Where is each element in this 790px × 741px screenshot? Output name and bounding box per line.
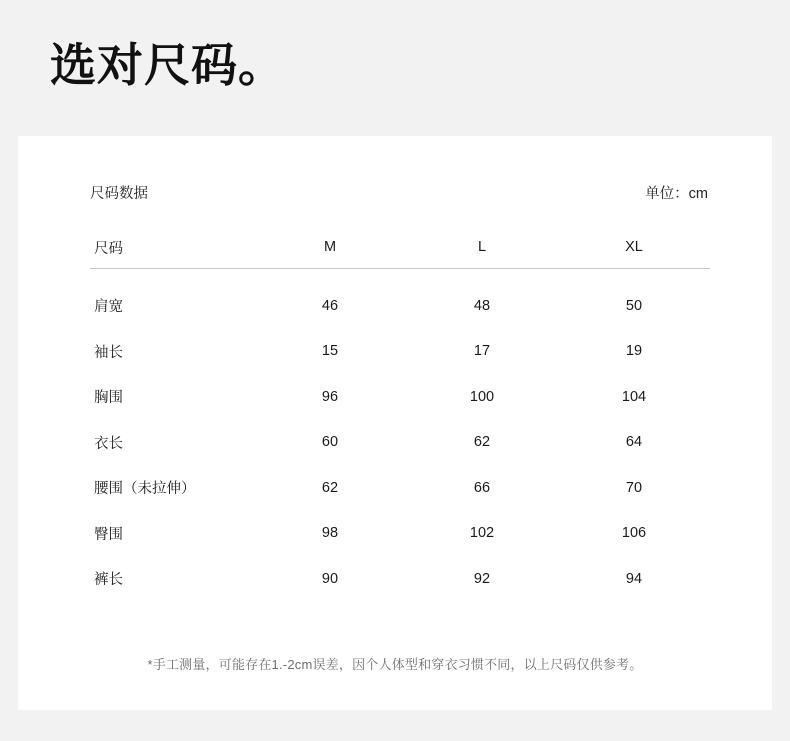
cell-xl: 50 — [625, 297, 643, 314]
cell-m: 15 — [321, 343, 339, 360]
table-row — [90, 374, 710, 420]
cell-xl: 19 — [625, 343, 643, 360]
size-table-card — [18, 136, 772, 710]
cell-xl: 64 — [625, 434, 643, 451]
page-title: 选对尺码。 — [50, 39, 285, 91]
cell-l: 62 — [473, 434, 491, 451]
table-row — [90, 465, 710, 511]
size-table — [90, 226, 710, 602]
cell-xl: 104 — [621, 388, 647, 405]
cell-l: 48 — [473, 297, 491, 314]
cell-l: 66 — [473, 479, 491, 496]
cell-m: 96 — [321, 388, 339, 405]
table-row — [90, 556, 710, 602]
column-header-xl: XL — [558, 226, 710, 269]
table-row — [90, 329, 710, 375]
cell-m: 46 — [321, 297, 339, 314]
column-header-m: M — [254, 226, 406, 269]
measurement-disclaimer: *手工测量，可能存在1.-2cm误差，因个人体型和穿衣习惯不同，以上尺码仅供参考。 — [147, 657, 643, 672]
cell-xl: 94 — [625, 570, 643, 587]
table-body — [90, 269, 710, 602]
cell-l: 100 — [469, 388, 495, 405]
cell-m: 60 — [321, 434, 339, 451]
cell-l: 92 — [473, 570, 491, 587]
table-header — [90, 226, 710, 269]
cell-l: 17 — [473, 343, 491, 360]
cell-l: 102 — [469, 525, 495, 542]
row-label: 衣长 — [94, 435, 123, 452]
table-row — [90, 420, 710, 466]
row-label: 袖长 — [94, 344, 123, 361]
row-label: 裤长 — [94, 572, 123, 589]
row-label: 肩宽 — [94, 299, 123, 316]
row-label: 胸围 — [94, 390, 123, 407]
cell-m: 62 — [321, 479, 339, 496]
cell-xl: 70 — [625, 479, 643, 496]
cell-m: 90 — [321, 570, 339, 587]
section-title: 尺码数据 — [90, 186, 148, 202]
table-row — [90, 269, 710, 329]
table-header-row — [90, 226, 710, 269]
table-row — [90, 511, 710, 557]
row-label: 臀围 — [94, 526, 123, 543]
unit-label: 单位：cm — [645, 186, 708, 202]
column-header-l: L — [406, 226, 558, 269]
cell-xl: 106 — [621, 525, 647, 542]
row-label: 腰围（未拉伸） — [94, 481, 196, 498]
cell-m: 98 — [321, 525, 339, 542]
card-header — [90, 182, 708, 203]
column-header-size: 尺码 — [90, 226, 254, 269]
